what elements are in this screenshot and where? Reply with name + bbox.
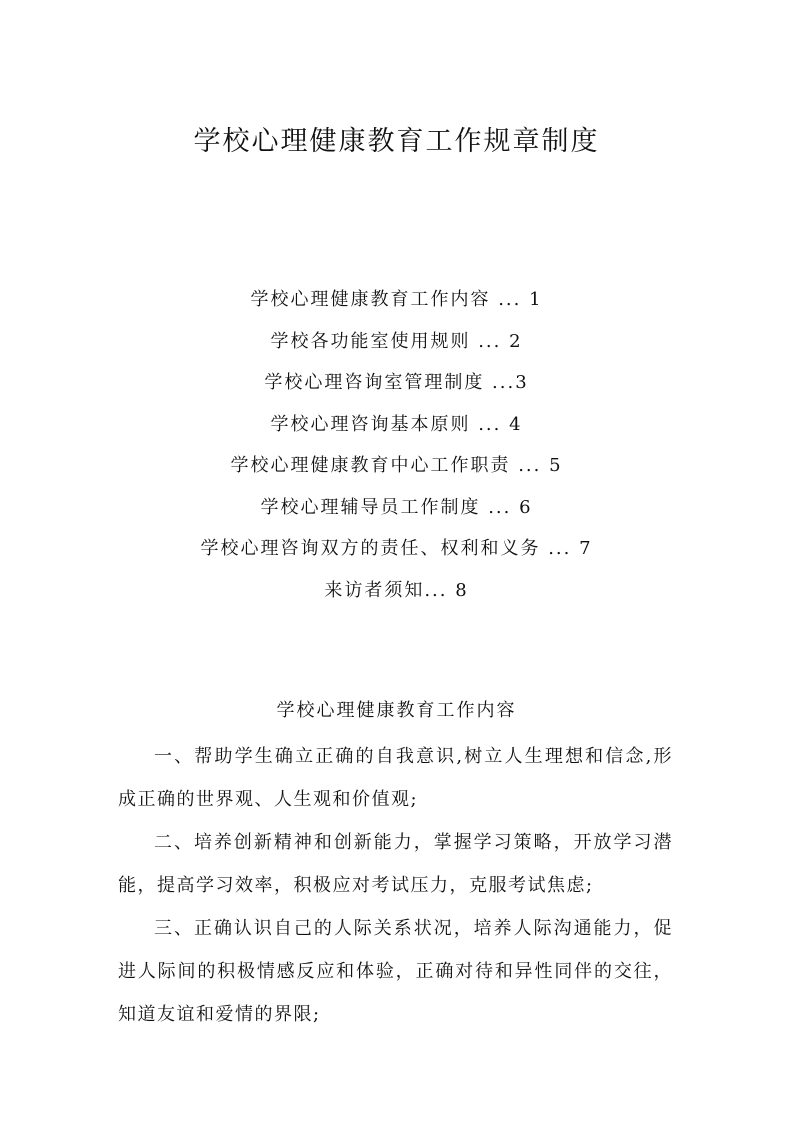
document-title: 学校心理健康教育工作规章制度 [193, 126, 600, 157]
section-body [118, 735, 673, 1036]
body-paragraph: 三、正确认识自己的人际关系状况，培养人际沟通能力，促进人际间的积极情感反应和体验，正确对待和异性同伴的交往，知道友谊和爱情的界限; [118, 918, 673, 1025]
body-paragraph: 二、培养创新精神和创新能力，掌握学习策略，开放学习潜能，提高学习效率，积极应对考试压力，克服考试焦虑; [118, 832, 673, 896]
toc-entry[interactable]: 学校心理健康教育工作内容 ... 1 [250, 289, 543, 310]
table-of-contents [0, 279, 793, 611]
toc-entry[interactable]: 学校心理咨询基本原则 ... 4 [270, 413, 523, 435]
toc-entry[interactable]: 学校心理健康教育中心工作职责 ... 5 [230, 455, 563, 476]
toc-entry[interactable]: 学校心理辅导员工作制度 ... 6 [260, 496, 533, 518]
section-heading: 学校心理健康教育工作内容 [276, 700, 517, 721]
toc-entry[interactable]: 学校心理咨询双方的责任、权利和义务 ... 7 [200, 538, 593, 559]
body-paragraph: 一、帮助学生确立正确的自我意识,树立人生理想和信念,形成正确的世界观、人生观和价值观; [118, 746, 673, 810]
toc-entry[interactable]: 来访者须知... 8 [324, 579, 469, 601]
toc-entry[interactable]: 学校心理咨询室管理制度 ...3 [264, 372, 529, 393]
toc-entry[interactable]: 学校各功能室使用规则 ... 2 [270, 330, 523, 352]
